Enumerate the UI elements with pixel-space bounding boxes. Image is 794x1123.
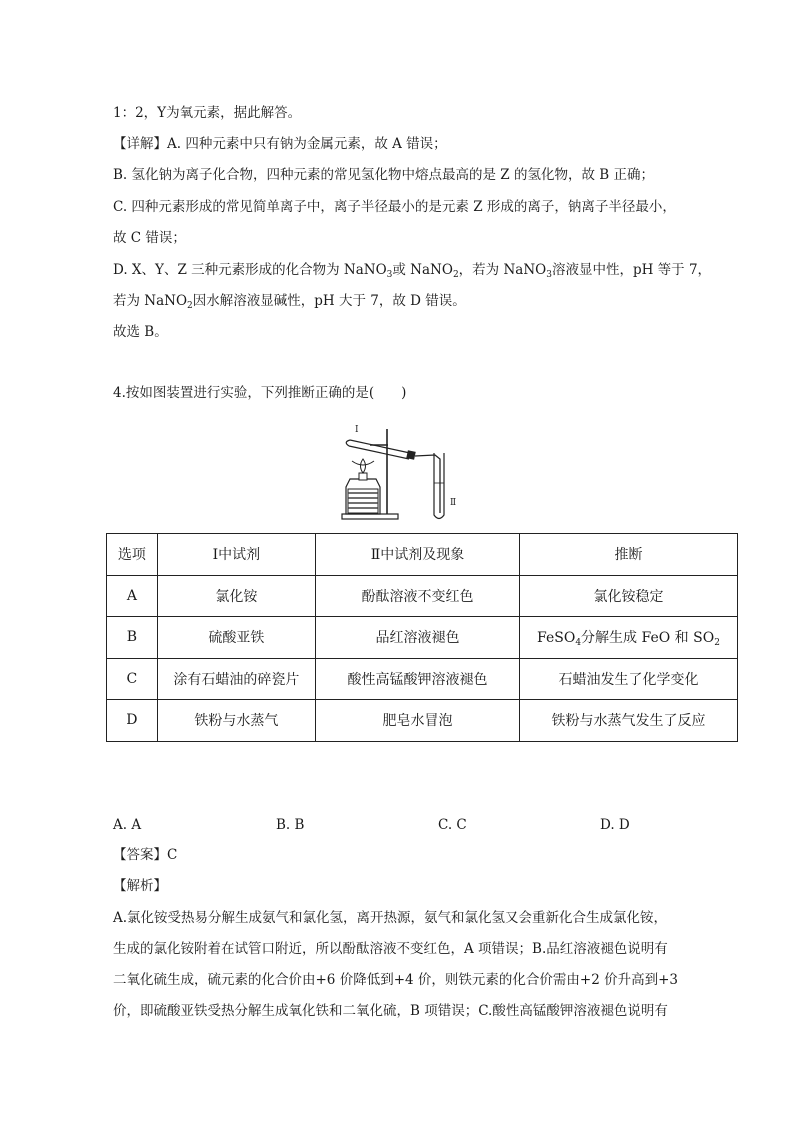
question-number: 4. bbox=[113, 385, 126, 401]
choice-b: B. B bbox=[276, 817, 305, 833]
formula-part: FeSO bbox=[537, 629, 576, 646]
options-table bbox=[106, 533, 738, 742]
d-text-part: ，若为 NaNO bbox=[458, 262, 547, 278]
prev-answer-line-1: 1：2，Y为氧元素，据此解答。 bbox=[113, 105, 302, 121]
delivery-tube bbox=[415, 455, 440, 513]
choice-a: A. A bbox=[113, 817, 142, 833]
prev-answer-detail-d-1 bbox=[113, 260, 711, 285]
test-tube-II bbox=[434, 453, 444, 519]
d-text-part: 溶液显中性，pH 等于 7， bbox=[551, 262, 712, 278]
answer-tag: 【答案】 bbox=[113, 847, 167, 863]
formula-part: 分解生成 FeO 和 SO bbox=[581, 629, 715, 646]
table-cell-reagent2: 酚酞溶液不变红色 bbox=[316, 575, 520, 617]
table-cell-option: C bbox=[107, 658, 158, 700]
answer-value: C bbox=[167, 847, 178, 863]
subscript: 3 bbox=[386, 270, 393, 280]
prev-answer-detail-d-2 bbox=[113, 291, 466, 316]
subscript: 3 bbox=[546, 270, 552, 280]
choice-c: C. C bbox=[438, 817, 467, 833]
detail-tag: 【详解】 bbox=[113, 136, 167, 152]
table-cell-option: B bbox=[107, 617, 158, 659]
prev-answer-detail-a bbox=[113, 134, 447, 154]
table-cell-conclusion bbox=[519, 617, 737, 659]
subscript: 2 bbox=[452, 270, 459, 280]
subscript: 2 bbox=[714, 637, 720, 648]
d-text-part: 若为 NaNO bbox=[113, 293, 188, 309]
table-row bbox=[107, 700, 738, 742]
table-cell-reagent1: 硫酸亚铁 bbox=[157, 617, 315, 659]
analysis-line-2: 生成的氯化铵附着在试管口附近，所以酚酞溶液不变红色，A 项错误；B.品红溶液褪色说明有 bbox=[113, 941, 668, 957]
label-I: Ⅰ bbox=[355, 425, 359, 435]
table-row bbox=[107, 617, 738, 659]
table-cell-conclusion: 铁粉与水蒸气发生了反应 bbox=[519, 700, 737, 742]
table-cell-option: D bbox=[107, 700, 158, 742]
table-cell-reagent2: 品红溶液褪色 bbox=[316, 617, 520, 659]
choice-d: D. D bbox=[600, 817, 630, 833]
d-text-part: 或 NaNO bbox=[392, 262, 453, 278]
table-cell-reagent1: 铁粉与水蒸气 bbox=[157, 700, 315, 742]
table-row bbox=[107, 658, 738, 700]
alcohol-lamp bbox=[346, 459, 380, 514]
table-cell-conclusion: 石蜡油发生了化学变化 bbox=[519, 658, 737, 700]
prev-answer-detail-c-2: 故 C 错误； bbox=[113, 230, 186, 246]
apparatus-diagram bbox=[330, 423, 462, 523]
table-header: Ⅰ中试剂 bbox=[157, 534, 315, 576]
detail-a-text: A. 四种元素中只有钠为金属元素，故 A 错误； bbox=[167, 136, 447, 152]
table-cell-reagent1: 氯化铵 bbox=[157, 575, 315, 617]
analysis-line-4: 价，即硫酸亚铁受热分解生成氧化铁和二氧化硫，B 项错误；C.酸性高锰酸钾溶液褪色说明有 bbox=[113, 1003, 668, 1019]
table-header-row bbox=[107, 534, 738, 576]
table-cell-reagent2: 肥皂水冒泡 bbox=[316, 700, 520, 742]
subscript: 4 bbox=[575, 637, 582, 648]
analysis-line-1: A.氯化铵受热易分解生成氨气和氯化氢，离开热源，氨气和氯化氢又会重新化合生成氯化铵， bbox=[113, 910, 668, 926]
subscript: 2 bbox=[187, 301, 193, 311]
stand-base bbox=[342, 514, 398, 519]
table-cell-reagent2: 酸性高锰酸钾溶液褪色 bbox=[316, 658, 520, 700]
table-header: 推断 bbox=[519, 534, 737, 576]
table-row bbox=[107, 575, 738, 617]
prev-answer-detail-b: B. 氢化钠为离子化合物，四种元素的常见氢化物中熔点最高的是 Z 的氢化物，故 B 正确； bbox=[113, 167, 654, 183]
label-II: Ⅱ bbox=[450, 498, 457, 508]
table-header: Ⅱ中试剂及现象 bbox=[316, 534, 520, 576]
table-cell-option: A bbox=[107, 575, 158, 617]
analysis-line-3: 二氧化硫生成，硫元素的化合价由+6 价降低到+4 价，则铁元素的化合价需由+2 价升高到+3 bbox=[113, 972, 678, 988]
prev-answer-conclusion: 故选 B。 bbox=[113, 324, 168, 340]
answer-line bbox=[113, 845, 177, 865]
test-tube-I bbox=[346, 440, 416, 460]
d-text-part: 因水解溶液显碱性，pH 大于 7，故 D 错误。 bbox=[192, 293, 466, 309]
question-text: 按如图装置进行实验，下列推断正确的是( ) bbox=[125, 385, 407, 401]
table-cell-reagent1: 涂有石蜡油的碎瓷片 bbox=[157, 658, 315, 700]
prev-answer-detail-c-1: C. 四种元素形成的常见简单离子中，离子半径最小的是元素 Z 形成的离子，钠离子半径最小， bbox=[113, 199, 676, 215]
d-text-part: D. X、Y、Z 三种元素形成的化合物为 NaNO bbox=[113, 262, 387, 278]
table-header: 选项 bbox=[107, 534, 158, 576]
table-cell-conclusion: 氯化铵稳定 bbox=[519, 575, 737, 617]
analysis-tag: 【解析】 bbox=[113, 878, 167, 894]
question-stem bbox=[113, 383, 406, 403]
